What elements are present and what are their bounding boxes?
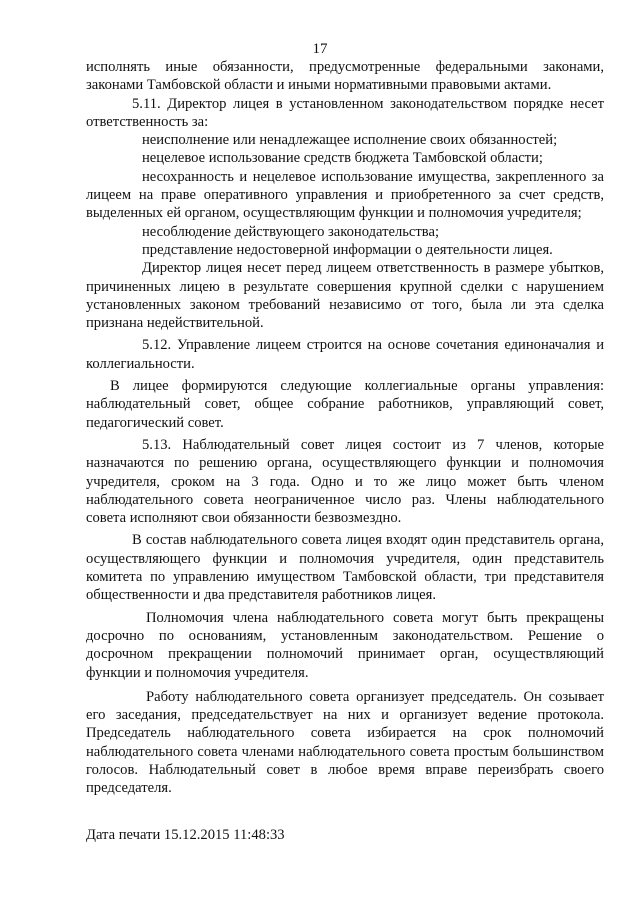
paragraph-director-liability: Директор лицея несет перед лицеем ответственность в размере убытков, причиненных лицею в результате совершения крупной сделки с нарушением установленных законом требований независимо от того, была ли эта сделка признана недействительной. [86, 260, 604, 332]
paragraph-board-composition: В состав наблюдательного совета лицея входят один представитель органа, осуществляющего функции и полномочия учредителя, один представитель комитета по управлению имуществом Тамбовской области, три представителя общественности и два представителя работников лицея. [86, 532, 604, 604]
paragraph-duties: исполнять иные обязанности, предусмотренные федеральными законами, законами Тамбовской области и иными нормативными правовыми актами. [86, 59, 604, 94]
list-item-property: несохранность и нецелевое использование имущества, закрепленного за лицеем на праве оперативного управления и приобретенного за счет средств, выделенных ей органом, осуществляющим функции и полномочия учредителя; [86, 168, 604, 222]
paragraph-board-termination: Полномочия члена наблюдательного совета могут быть прекращены досрочно по основаниям, установленным законодательством. Решение о досрочном прекращении полномочий принимает орган, осуществляющий функции и полномочия учредителя. [86, 609, 604, 681]
paragraph-5-13: 5.13. Наблюдательный совет лицея состоит из 7 членов, которые назначаются по решению органа, осуществляющего функции и полномочия учредителя, сроком на 3 года. Одно и то же лицо может быть членом наблюдательного совета неограниченное число раз. Члены наблюдательного совета исполняют свои обязанности безвозмездно. [86, 436, 604, 527]
paragraph-board-chairman: Работу наблюдательного совета организует председатель. Он созывает его заседания, председательствует на них и организует ведение протокола. Председатель наблюдательного совета избирается на срок полномочий наблюдательного совета членами наблюдательного совета простым большинством голосов. Наблюдательный совет в любое время вправе переизбрать своего председателя. [86, 688, 604, 797]
paragraph-5-11: 5.11. Директор лицея в установленном законодательством порядке несет ответственность за: [86, 95, 604, 130]
list-item-noncompliance: несоблюдение действующего законодательства; [142, 223, 439, 240]
paragraph-5-12: 5.12. Управление лицеем строится на основе сочетания единоначалия и коллегиальности. [86, 337, 604, 372]
page-number: 17 [312, 41, 328, 57]
paragraph-collegial-bodies: В лицее формируются следующие коллегиальные органы управления: наблюдательный совет, общее собрание работников, управляющий совет, педагогический совет. [86, 378, 604, 431]
document-body [86, 58, 604, 798]
list-item-false-info: представление недостоверной информации о деятельности лицея. [142, 241, 553, 258]
print-date: Дата печати 15.12.2015 11:48:33 [86, 827, 285, 843]
list-item-nonperformance: неисполнение или ненадлежащее исполнение своих обязанностей; [142, 132, 558, 149]
list-item-misuse-budget: нецелевое использование средств бюджета Тамбовской области; [142, 150, 543, 167]
